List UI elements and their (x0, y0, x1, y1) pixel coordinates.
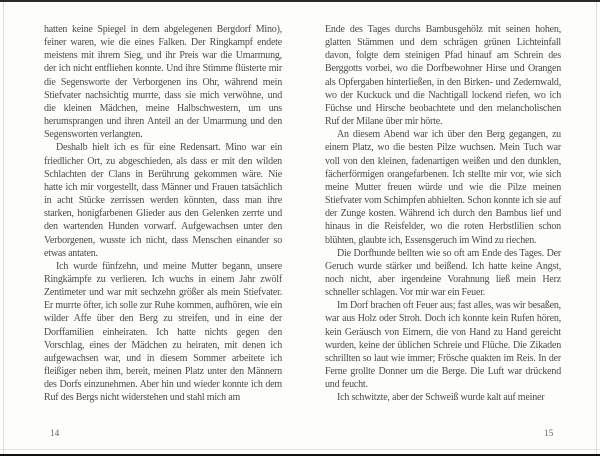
right-page (325, 23, 561, 405)
page-number-left: 14 (50, 428, 60, 438)
paragraph: Im Dorf brachen oft Feuer aus; fast alles, was wir besaßen, war aus Holz oder Stroh. Doch ich konnte kein Rufen hören, kein Geräusch von Eimern, die von Hand zu Hand gereicht wurden, keine der üblichen Schreie und Flüche. Die Zikaden schrillten so laut wie immer; Frösche quakten im Reis. In der Ferne grollte Donner um die Berge. Die Luft war drückend und feucht. (325, 300, 561, 391)
paragraph: Ich schwitzte, aber der Schweiß wurde kalt auf meiner (337, 392, 545, 404)
paragraph: Deshalb hielt ich es für eine Redensart. Mino war ein friedlicher Ort, zu abgeschieden, als dass er mit den wilden Schlachten der Clans in Berührung gekommen wäre. Nie hatte ich mir vorgestellt, dass Männer und Frauen tatsächlich in acht Stücke zerrissen werden könnten, dass man ihre starken, honigfarbenen Glieder aus den Gelenken zerrte und den wartenden Hunden vorwarf. Aufgewachsen unter den Verborgenen, wusste ich nicht, dass Menschen einander so etwas antaten. (44, 142, 282, 259)
paragraph: An diesem Abend war ich über den Berg gegangen, zu einem Platz, wo die besten Pilze wuchsen. Mein Tuch war voll von den kleinen, fadenartigen weißen und den dunklen, fächerförmigen orangefarbenen. Ich stellte mir vor, wie sich meine Mutter freuen würde und wie die Pilze meinen Stiefvater vom Schimpfen abhielten. Schon konnte ich sie auf der Zunge kosten. Während ich durch den Bambus lief und hinaus in die Reisfelder, wo die roten Herbstlilien schon blühten, glaubte ich, Essensgeruch im Wind zu riechen. (325, 129, 561, 246)
paragraph: Ich wurde fünfzehn, und meine Mutter begann, unsere Ringkämpfe zu verlieren. Ich wuchs in einem Jahr zwölf Zentimeter und war mit sechzehn größer als mein Stiefvater. Er murrte öfter, ich solle zur Ruhe kommen, aufhören, wie ein wilder Affe über den Berg zu streifen, und in eine der Dorffamilien einheiraten. Ich hatte nichts gegen den Vorschlag, eines der Mädchen zu heiraten, mit denen ich aufgewachsen war, und in diesem Sommer arbeitete ich fleißiger neben ihm, bereit, meinen Platz unter den Männern des Dorfs einzunehmen. Aber hin und wieder konnte ich dem Ruf des Bergs nicht widerstehen und stahl mich am (44, 260, 282, 404)
paragraph: hatten keine Spiegel in dem abgelegenen Bergdorf Mino), feiner waren, wie die eines Falken. Der Ringkampf endete meistens mit ihrem Sieg, und ihr Preis war die Umarmung, der ich nicht entfliehen konnte. Und ihre Stimme flüsterte mir die Segensworte der Verborgenen ins Ohr, während mein Stiefvater nachsichtig murrte, dass sie mich verwöhne, und die kleinen Mädchen, meine Halbschwestern, um uns herumsprangen und ihren Anteil an der Umarmung und den Segensworten verlangten. (44, 24, 282, 141)
page-edge-right (596, 2, 597, 454)
page-edge-bottom (0, 449, 600, 450)
page-number-right: 15 (544, 428, 554, 438)
left-page (44, 23, 282, 405)
page-edge-left (3, 2, 4, 454)
paragraph: Ende des Tages durchs Bambusgehölz mit seinen hohen, glatten Stämmen und dem schrägen grünen Lichteinfall davon, folgte dem steinigen Pfad hinauf am Schrein des Berggotts vorbei, wo die Dorfbewohner Hirse und Orangen als Opfergaben hinterließen, in den Birken- und Zedernwald, wo der Kuckuck und die Nachtigall lockend riefen, wo ich Füchse und Hirsche beobachtete und den melancholischen Ruf der Milane über mir hörte. (325, 24, 561, 128)
paragraph: Die Dorfhunde bellten wie so oft am Ende des Tages. Der Geruch wurde stärker und beißend. Ich hatte keine Angst, noch nicht, aber irgendeine Vorahnung ließ mein Herz schneller schlagen. Vor mir war ein Feuer. (325, 247, 561, 299)
book-top-edge (0, 0, 600, 2)
